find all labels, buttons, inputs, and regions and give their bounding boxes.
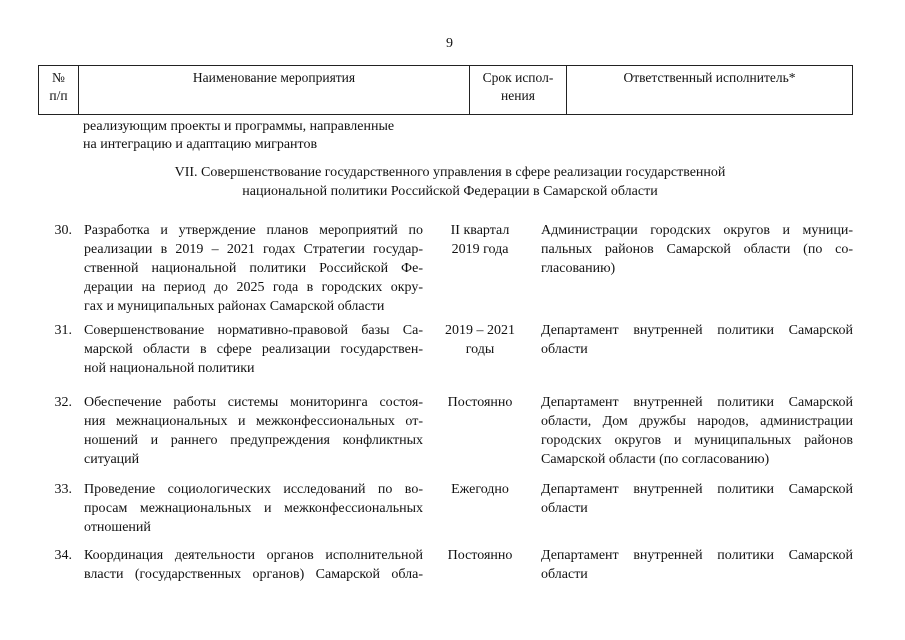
row-term bbox=[432, 393, 528, 412]
row-responsible-line: гласованию) bbox=[541, 261, 616, 276]
row-responsible-line: Департамент внутренней политики Самарской bbox=[541, 395, 853, 410]
row-name-line: гах и муниципальных районах Самарской области bbox=[84, 299, 385, 314]
row-responsible-line: городских округов и муниципальных районов bbox=[541, 433, 853, 448]
row-name-line: отношений bbox=[84, 520, 151, 535]
row-number: 32. bbox=[54, 395, 72, 410]
row-number: 33. bbox=[54, 482, 72, 497]
row-number: 30. bbox=[54, 223, 72, 238]
header-term-line: Срок испол- bbox=[482, 70, 554, 85]
header-cell-responsible bbox=[567, 66, 852, 114]
row-name-line: ношений и раннего предупреждения конфликтных bbox=[84, 433, 423, 448]
row-responsible-line: области bbox=[541, 342, 588, 357]
row-term-line: Ежегодно bbox=[451, 482, 509, 497]
row-responsible-line: Администрации городских округов и муници- bbox=[541, 223, 853, 238]
header-number-line: № bbox=[52, 70, 65, 85]
row-responsible bbox=[541, 221, 853, 278]
row-term-line: 2019 – 2021 bbox=[445, 323, 515, 338]
row-name-line: Совершенствование нормативно-правовой базы Са- bbox=[84, 323, 423, 338]
row-name-line: Координация деятельности органов исполнительной bbox=[84, 548, 423, 563]
row-responsible bbox=[541, 546, 853, 584]
header-cell-number bbox=[39, 66, 79, 114]
header-responsible-line: Ответственный исполнитель* bbox=[623, 70, 796, 85]
row-term-line: Постоянно bbox=[447, 548, 513, 563]
row-name-line: ной национальной политики bbox=[84, 361, 255, 376]
row-name bbox=[84, 221, 423, 316]
header-cell-term bbox=[470, 66, 567, 114]
page-number: 9 bbox=[446, 36, 453, 51]
row-responsible bbox=[541, 393, 853, 469]
row-name bbox=[84, 480, 423, 537]
continuation-line: на интеграцию и адаптацию мигрантов bbox=[83, 137, 318, 152]
row-name-line: реализации в 2019 – 2021 годах Стратегии государ- bbox=[84, 242, 423, 257]
row-name-line: Проведение социологических исследований по во- bbox=[84, 482, 423, 497]
continuation-text bbox=[83, 118, 443, 154]
row-responsible-line: области, Дом дружбы народов, администрации bbox=[541, 414, 853, 429]
row-responsible-line: области bbox=[541, 567, 588, 582]
row-name-line: просам межнациональных и межконфессиональных bbox=[84, 501, 423, 516]
section-title-line: национальной политики Российской Федерации в Самарской области bbox=[242, 184, 658, 199]
row-term bbox=[432, 321, 528, 359]
header-name-line: Наименование мероприятия bbox=[192, 70, 356, 85]
row-name-line: ственной национальной политики Российской Фе- bbox=[84, 261, 423, 276]
row-number: 34. bbox=[54, 548, 72, 563]
row-responsible-line: Самарской области (по согласованию) bbox=[541, 452, 770, 467]
row-responsible bbox=[541, 480, 853, 518]
row-responsible-line: пальных районов Самарской области (по со- bbox=[541, 242, 853, 257]
row-term bbox=[432, 221, 528, 259]
row-term-line: Постоянно bbox=[447, 395, 513, 410]
row-responsible-line: Департамент внутренней политики Самарской bbox=[541, 323, 853, 338]
table-header bbox=[38, 65, 853, 115]
row-name-line: ния межнациональных и межконфессиональных от- bbox=[84, 414, 423, 429]
row-term-line: 2019 года bbox=[451, 242, 509, 257]
row-name-line: ситуаций bbox=[84, 452, 140, 467]
row-name-line: марской области в сфере реализации государствен- bbox=[84, 342, 423, 357]
row-term bbox=[432, 480, 528, 499]
row-term-line: II квартал bbox=[450, 223, 510, 238]
row-name-line: Обеспечение работы системы мониторинга состоя- bbox=[84, 395, 423, 410]
row-name-line: власти (государственных органов) Самарской обла- bbox=[84, 567, 423, 582]
row-responsible bbox=[541, 321, 853, 359]
row-name-line: Разработка и утверждение планов мероприятий по bbox=[84, 223, 423, 238]
row-responsible-line: области bbox=[541, 501, 588, 516]
header-term-line: нения bbox=[501, 88, 535, 103]
header-cell-name bbox=[79, 66, 470, 114]
section-title bbox=[100, 163, 800, 201]
row-term-line: годы bbox=[465, 342, 495, 357]
row-responsible-line: Департамент внутренней политики Самарской bbox=[541, 482, 853, 497]
header-number-line: п/п bbox=[49, 88, 68, 103]
row-responsible-line: Департамент внутренней политики Самарской bbox=[541, 548, 853, 563]
row-name-line: дерации на период до 2025 года в городских окру- bbox=[84, 280, 423, 295]
row-name bbox=[84, 321, 423, 378]
row-name bbox=[84, 546, 423, 584]
row-name bbox=[84, 393, 423, 469]
continuation-line: реализующим проекты и программы, направленные bbox=[83, 119, 395, 134]
row-number: 31. bbox=[54, 323, 72, 338]
section-title-line: VII. Совершенствование государственного управления в сфере реализации государственной bbox=[174, 165, 726, 180]
row-term bbox=[432, 546, 528, 565]
